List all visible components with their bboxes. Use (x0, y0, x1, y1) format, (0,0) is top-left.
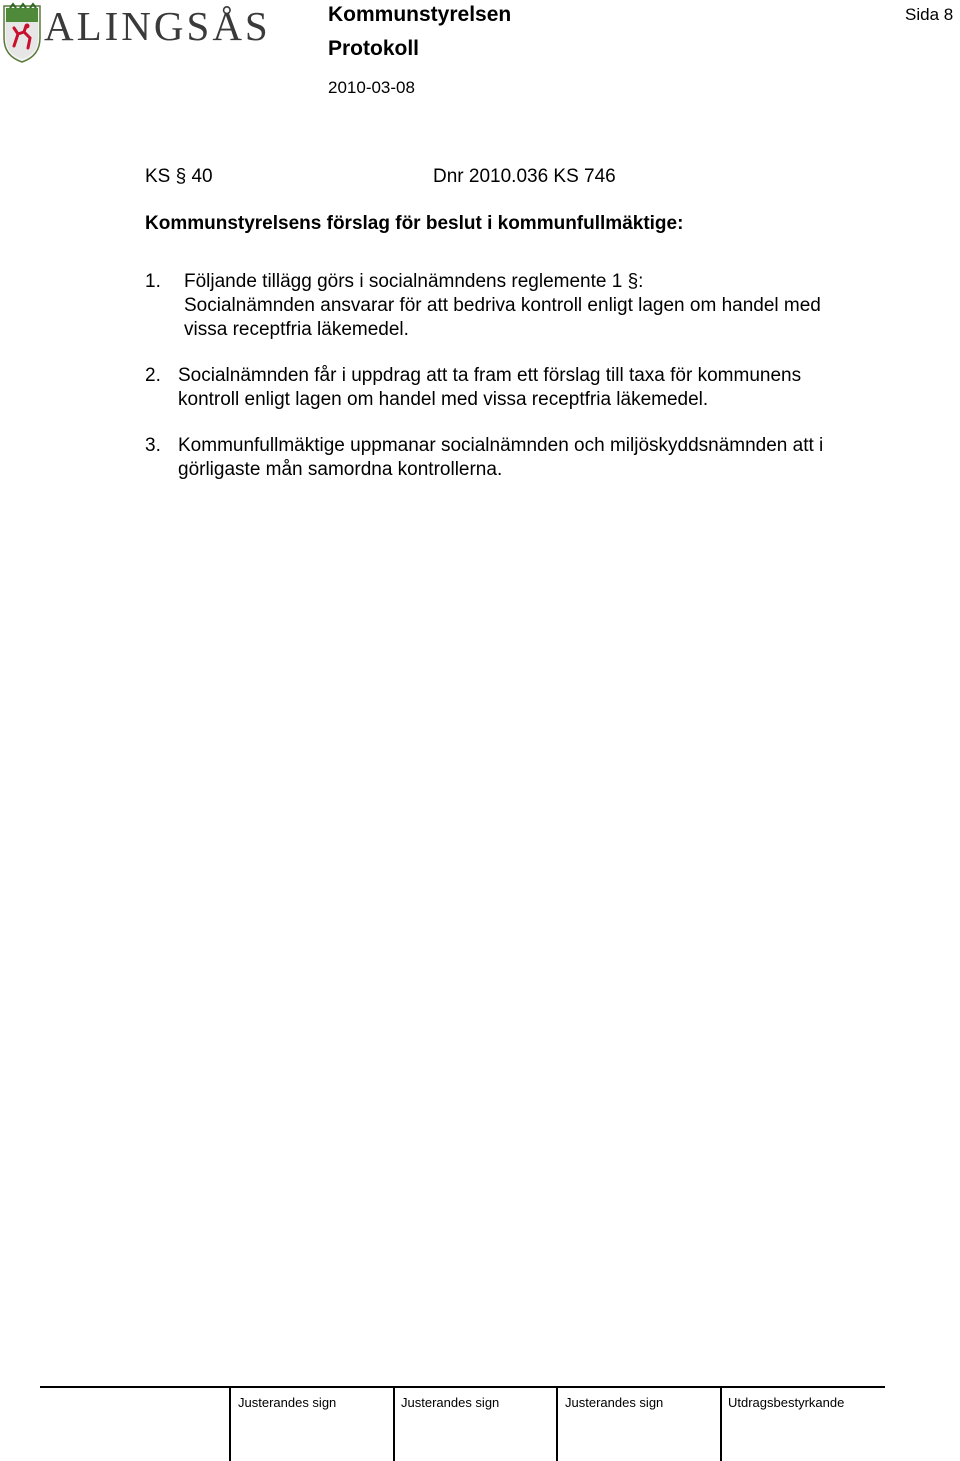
municipality-logo (0, 0, 271, 66)
item-1-line-1: Följande tillägg görs i socialnämndens reglemente 1 §: (184, 271, 644, 292)
signature-box-2-label: Justerandes sign (401, 1395, 500, 1410)
signature-box-3-label: Justerandes sign (565, 1395, 664, 1410)
item-1-line-2: Socialnämnden ansvarar för att bedriva kontroll enligt lagen om handel med (184, 295, 821, 316)
case-registration-number: Dnr 2010.036 KS 746 (433, 166, 616, 187)
logo-wordmark: ALINGSÅS (44, 3, 271, 49)
item-1-number: 1. (145, 271, 161, 292)
item-2-line-1: Socialnämnden får i uppdrag att ta fram ett förslag till taxa för kommunens (178, 365, 802, 386)
header-subtitle: Protokoll (328, 37, 420, 60)
item-2-number: 2. (145, 365, 161, 386)
item-3-number: 3. (145, 435, 161, 456)
item-2-line-2: kontroll enligt lagen om handel med vissa receptfria läkemedel. (178, 389, 709, 410)
certification-box-label: Utdragsbestyrkande (728, 1395, 845, 1410)
page-number: Sida 8 (905, 5, 954, 24)
coat-of-arms-icon (2, 2, 42, 64)
footer-divider (229, 1386, 231, 1461)
case-paragraph-number: KS § 40 (145, 166, 213, 187)
header-title: Kommunstyrelsen (328, 3, 512, 26)
footer-divider (720, 1386, 722, 1461)
item-1-line-3: vissa receptfria läkemedel. (184, 319, 409, 340)
item-3-line-1: Kommunfullmäktige uppmanar socialnämnden och miljöskyddsnämnden att i (178, 435, 824, 456)
signature-box-1-label: Justerandes sign (238, 1395, 337, 1410)
footer-rule (40, 1386, 885, 1388)
header-date: 2010-03-08 (328, 78, 415, 97)
footer-divider (393, 1386, 395, 1461)
proposal-heading: Kommunstyrelsens förslag för beslut i kommunfullmäktige: (145, 213, 684, 234)
item-3-line-2: görligaste mån samordna kontrollerna. (178, 459, 503, 480)
footer-divider (556, 1386, 558, 1461)
